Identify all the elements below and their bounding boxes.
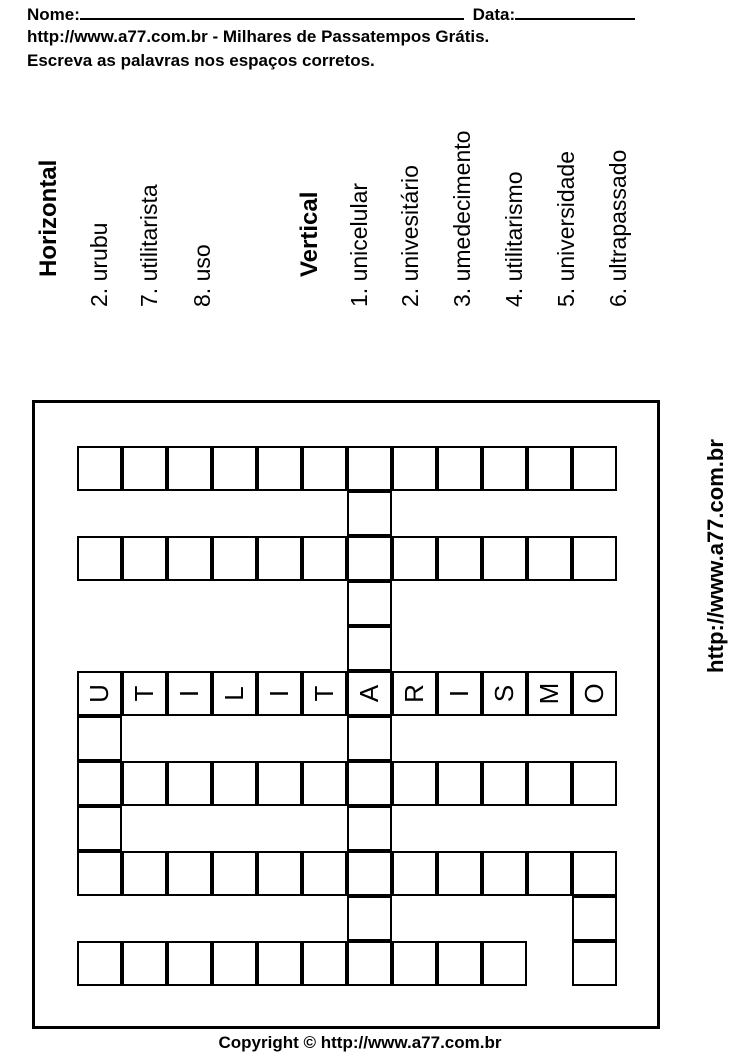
grid-cell[interactable]	[572, 446, 617, 491]
grid-cell[interactable]	[167, 761, 212, 806]
grid-cell[interactable]	[212, 671, 257, 716]
grid-cell[interactable]	[122, 671, 167, 716]
grid-cell[interactable]	[167, 446, 212, 491]
grid-cell[interactable]	[347, 581, 392, 626]
grid-cell[interactable]	[347, 806, 392, 851]
grid-cell[interactable]	[167, 671, 212, 716]
grid-cell[interactable]	[347, 626, 392, 671]
grid-cell[interactable]	[77, 806, 122, 851]
grid-cell[interactable]	[257, 446, 302, 491]
grid-cell[interactable]	[257, 761, 302, 806]
name-label: Nome:	[27, 5, 80, 24]
vertical-clue: 6. ultrapassado	[605, 149, 631, 307]
grid-cell[interactable]	[167, 851, 212, 896]
subtitle: http://www.a77.com.br - Milhares de Passatempos Grátis.	[27, 27, 490, 46]
grid-cell[interactable]	[212, 761, 257, 806]
grid-cell[interactable]	[77, 671, 122, 716]
grid-cell[interactable]	[527, 761, 572, 806]
grid-cell[interactable]	[302, 851, 347, 896]
grid-cell[interactable]	[392, 851, 437, 896]
vertical-clue: 5. universidade	[553, 151, 579, 307]
vertical-clue: 2. univesitário	[397, 165, 423, 307]
grid-cell[interactable]	[392, 671, 437, 716]
vertical-clue: 4. utilitarismo	[501, 171, 527, 307]
grid-cell[interactable]	[77, 446, 122, 491]
grid-cell[interactable]	[437, 446, 482, 491]
grid-cell[interactable]	[77, 851, 122, 896]
grid-cell[interactable]	[347, 716, 392, 761]
grid-cell[interactable]	[527, 536, 572, 581]
grid-cell[interactable]	[437, 671, 482, 716]
grid-cell[interactable]	[77, 941, 122, 986]
grid-letter: I	[264, 689, 294, 698]
horizontal-title: Horizontal	[35, 159, 62, 277]
grid-cell[interactable]	[122, 446, 167, 491]
grid-cell[interactable]	[347, 851, 392, 896]
vertical-title: Vertical	[296, 191, 323, 277]
grid-cell[interactable]	[527, 671, 572, 716]
grid-cell[interactable]	[122, 941, 167, 986]
grid-cell[interactable]	[437, 761, 482, 806]
horizontal-clue: 7. utilitarista	[136, 184, 162, 307]
grid-cell[interactable]	[122, 761, 167, 806]
grid-cell[interactable]	[257, 851, 302, 896]
grid-letter: I	[174, 689, 204, 698]
grid-cell[interactable]	[347, 491, 392, 536]
grid-cell[interactable]	[572, 851, 617, 896]
grid-cell[interactable]	[302, 446, 347, 491]
grid-cell[interactable]	[392, 536, 437, 581]
grid-cell[interactable]	[392, 761, 437, 806]
clue-list	[0, 0, 720, 380]
grid-cell[interactable]	[167, 941, 212, 986]
grid-letter: O	[579, 683, 609, 704]
horizontal-clue: 2. urubu	[86, 222, 112, 307]
vertical-clue: 3. umedecimento	[449, 130, 475, 307]
grid-cell[interactable]	[482, 446, 527, 491]
grid-cell[interactable]	[212, 941, 257, 986]
grid-cell[interactable]	[347, 761, 392, 806]
grid-cell[interactable]	[527, 851, 572, 896]
grid-cell[interactable]	[347, 896, 392, 941]
grid-letter: T	[129, 685, 159, 702]
grid-cell[interactable]	[347, 671, 392, 716]
grid-cell[interactable]	[257, 536, 302, 581]
grid-cell[interactable]	[572, 761, 617, 806]
grid-cell[interactable]	[437, 536, 482, 581]
grid-letter: L	[219, 686, 249, 701]
grid-cell[interactable]	[572, 536, 617, 581]
grid-cell[interactable]	[347, 941, 392, 986]
grid-cell[interactable]	[347, 536, 392, 581]
grid-cell[interactable]	[527, 446, 572, 491]
copyright: Copyright © http://www.a77.com.br	[218, 1033, 502, 1052]
grid-cell[interactable]	[212, 851, 257, 896]
grid-letter: I	[444, 689, 474, 698]
grid-cell[interactable]	[392, 941, 437, 986]
grid-cell[interactable]	[302, 761, 347, 806]
grid-cell[interactable]	[572, 671, 617, 716]
grid-cell[interactable]	[437, 941, 482, 986]
grid-cell[interactable]	[77, 716, 122, 761]
grid-cell[interactable]	[122, 851, 167, 896]
grid-cell[interactable]	[77, 536, 122, 581]
grid-cell[interactable]	[482, 941, 527, 986]
grid-cell[interactable]	[482, 761, 527, 806]
grid-cell[interactable]	[347, 446, 392, 491]
grid-cell[interactable]	[302, 941, 347, 986]
grid-cell[interactable]	[212, 446, 257, 491]
instructions: Escreva as palavras nos espaços corretos.	[27, 51, 375, 70]
grid-letter: M	[534, 682, 564, 705]
grid-cell[interactable]	[482, 536, 527, 581]
grid-cell[interactable]	[572, 941, 617, 986]
grid-cell[interactable]	[212, 536, 257, 581]
date-label: Data:	[472, 5, 516, 24]
grid-cell[interactable]	[122, 536, 167, 581]
vertical-clue: 1. unicelular	[346, 182, 372, 307]
grid-letter: A	[354, 684, 384, 703]
grid-letter: R	[399, 684, 429, 703]
horizontal-clue: 8. uso	[189, 244, 215, 307]
grid-cell[interactable]	[302, 536, 347, 581]
grid-cell[interactable]	[257, 941, 302, 986]
grid-cell[interactable]	[572, 896, 617, 941]
grid-letter: U	[84, 684, 114, 703]
grid-cell[interactable]	[482, 851, 527, 896]
grid-cell[interactable]	[392, 446, 437, 491]
grid-cell[interactable]	[167, 536, 212, 581]
grid-cell[interactable]	[482, 671, 527, 716]
grid-cell[interactable]	[257, 671, 302, 716]
grid-cell[interactable]	[437, 851, 482, 896]
grid-cell[interactable]	[77, 761, 122, 806]
grid-cell[interactable]	[302, 671, 347, 716]
grid-letter: S	[489, 684, 519, 703]
grid-letter: T	[309, 685, 339, 702]
side-url: http://www.a77.com.br	[703, 439, 728, 673]
